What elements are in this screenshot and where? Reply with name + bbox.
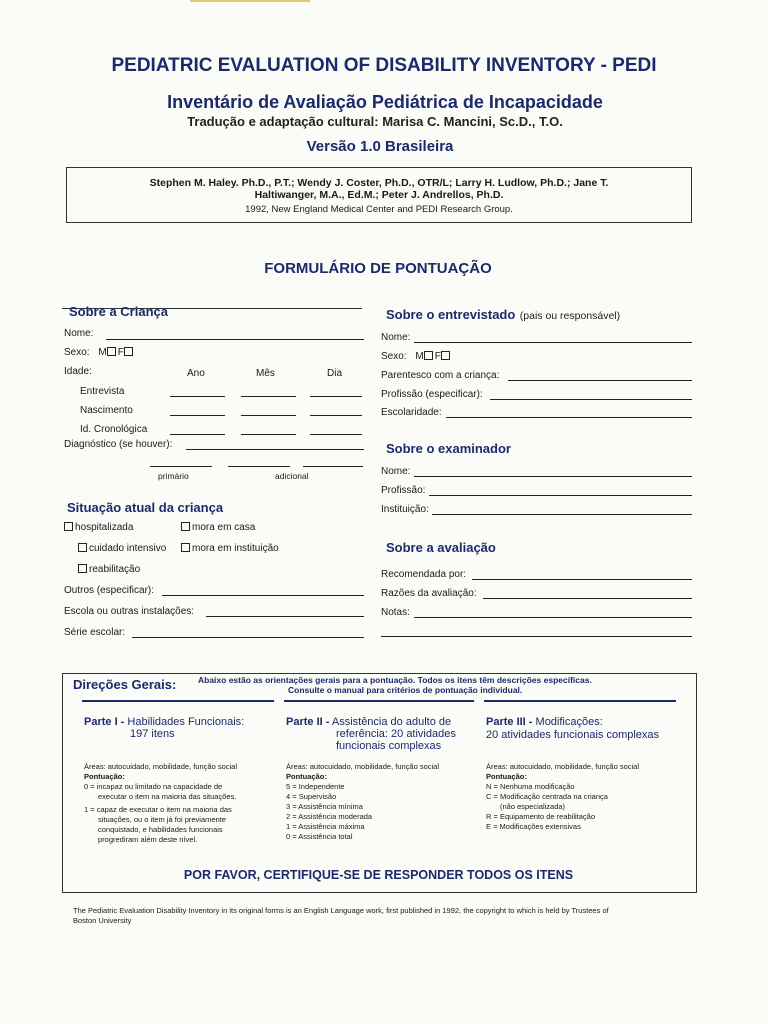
notes-field[interactable] xyxy=(414,617,692,618)
part3-rule xyxy=(484,700,676,702)
row-chrono: Id. Cronológica xyxy=(80,424,148,435)
authors-line1: Stephen M. Haley. Ph.D., P.T.; Wendy J. Coster, Ph.D., OTR/L; Larry H. Ludlow, Ph.D.; Jane T. xyxy=(149,177,609,189)
examiner-institution-label: Instituição: xyxy=(381,504,429,515)
translation-credit: Tradução e adaptação cultural: Marisa C. Mancini, Sc.D., T.O. xyxy=(187,114,563,129)
notes-field-2[interactable] xyxy=(381,636,692,637)
grade-label: Série escolar: xyxy=(64,627,126,638)
interviewee-sex-label: Sexo: xyxy=(381,351,407,362)
opt-institution xyxy=(181,543,279,554)
part1-s1c: conquistado, e habilidades funcionais xyxy=(98,825,223,834)
part3-body xyxy=(486,762,686,832)
interview-year-field[interactable] xyxy=(170,396,225,397)
part1 xyxy=(84,716,279,740)
birth-day-field[interactable] xyxy=(310,415,362,416)
part2-scoring: Pontuação: xyxy=(286,772,327,781)
part2-title2: referência: 20 atividades xyxy=(336,728,456,740)
version: Versão 1.0 Brasileira xyxy=(306,138,454,155)
part2-s0: 0 = Assistência total xyxy=(286,832,353,841)
col-year: Ano xyxy=(187,368,205,379)
school-field[interactable] xyxy=(206,616,364,617)
part1-s1b: situações, ou o item já foi previamente xyxy=(98,815,226,824)
interviewee-sex-m: M xyxy=(415,351,424,362)
diagnosis-label: Diagnóstico (se houver): xyxy=(64,439,173,450)
part2-s1: 1 = Assistência máxima xyxy=(286,822,365,831)
child-sex xyxy=(64,347,135,358)
diagnosis-field[interactable] xyxy=(186,449,364,450)
additional-diagnosis-field[interactable] xyxy=(228,466,290,467)
part2-label: Parte II - xyxy=(286,716,330,728)
copyright-footer-line2: Boston University xyxy=(73,916,132,925)
title-pt: Inventário de Avaliação Pediátrica de Incapacidade xyxy=(167,92,603,112)
extra-diagnosis-field[interactable] xyxy=(303,466,363,467)
birth-month-field[interactable] xyxy=(241,415,296,416)
home-label: mora em casa xyxy=(192,522,256,533)
opt-home xyxy=(181,522,255,533)
authors-box xyxy=(66,167,692,223)
institution-label: mora em instituição xyxy=(192,543,279,554)
part1-s1a: 1 = capaz de executar o item na maioria das xyxy=(84,805,232,814)
part1-s0a: 0 = incapaz ou limitado na capacidade de xyxy=(84,782,223,791)
additional-label: adicional xyxy=(275,471,309,481)
primary-diagnosis-field[interactable] xyxy=(150,466,212,467)
interviewee-heading: Sobre o entrevistado xyxy=(386,307,516,322)
part2-body xyxy=(286,762,476,842)
interviewee-profession-label: Profissão (especificar): xyxy=(381,389,483,400)
examiner-heading: Sobre o examinador xyxy=(386,441,511,456)
part1-label: Parte I - xyxy=(84,716,125,728)
row-interview: Entrevista xyxy=(80,386,125,397)
part3-c: C = Modificação centrada na criança xyxy=(486,792,608,801)
examiner-profession-field[interactable] xyxy=(429,495,692,496)
relation-label: Parentesco com a criança: xyxy=(381,370,500,381)
form-title: FORMULÁRIO DE PONTUAÇÃO xyxy=(264,260,492,277)
child-name-field[interactable] xyxy=(106,339,364,340)
opt-rehab xyxy=(78,564,140,575)
reasons-label: Razões da avaliação: xyxy=(381,588,477,599)
interviewee-sex xyxy=(381,351,452,362)
intensive-checkbox[interactable] xyxy=(78,543,87,552)
copyright-line: 1992, New England Medical Center and PEDI Research Group. xyxy=(245,204,513,215)
interviewee-profession-field[interactable] xyxy=(490,399,692,400)
situation-heading: Situação atual da criança xyxy=(67,500,224,515)
copyright-footer xyxy=(73,906,703,926)
examiner-name-label: Nome: xyxy=(381,466,411,477)
hospitalized-label: hospitalizada xyxy=(75,522,134,533)
child-sex-f-checkbox[interactable] xyxy=(124,347,133,356)
child-sex-label: Sexo: xyxy=(64,347,90,358)
part1-body xyxy=(84,762,279,845)
part2-s5: 5 = Independente xyxy=(286,782,345,791)
part2-s2: 2 = Assistência moderada xyxy=(286,812,373,821)
chrono-day-field[interactable] xyxy=(310,434,362,435)
part2 xyxy=(286,716,476,752)
directions-note1: Abaixo estão as orientações gerais para a pontuação. Todos os itens têm descrições específicas. xyxy=(198,675,592,685)
chrono-year-field[interactable] xyxy=(170,434,225,435)
recommended-field[interactable] xyxy=(472,579,692,580)
hospitalized-checkbox[interactable] xyxy=(64,522,73,531)
interviewee-name-field[interactable] xyxy=(414,342,692,343)
interviewee-name-label: Nome: xyxy=(381,332,411,343)
title-en: PEDIATRIC EVALUATION OF DISABILITY INVENTORY - PEDI xyxy=(111,55,657,76)
directions-heading: Direções Gerais: xyxy=(73,677,177,692)
primary-label: primário xyxy=(158,471,189,481)
col-day: Dia xyxy=(327,368,343,379)
part1-scoring: Pontuação: xyxy=(84,772,125,781)
part3-r: R = Equipamento de reabilitação xyxy=(486,812,596,821)
part1-title2: 197 itens xyxy=(130,728,175,740)
part1-s0b: executar o item na maioria das situações. xyxy=(98,792,237,801)
part2-areas: Áreas: autocuidado, mobilidade, função social xyxy=(286,762,440,771)
opt-hospitalized xyxy=(64,522,133,533)
part2-title3: funcionais complexas xyxy=(336,740,442,752)
others-label: Outros (especificar): xyxy=(64,585,155,596)
birth-year-field[interactable] xyxy=(170,415,225,416)
evaluation-heading: Sobre a avaliação xyxy=(386,540,496,555)
opt-intensive xyxy=(78,543,166,554)
child-sex-m-checkbox[interactable] xyxy=(107,347,116,356)
notes-label: Notas: xyxy=(381,607,410,618)
directions-footer: POR FAVOR, CERTIFIQUE-SE DE RESPONDER TODOS OS ITENS xyxy=(183,868,574,882)
child-heading: Sobre a Criança xyxy=(69,304,168,319)
part3-scoring: Pontuação: xyxy=(486,772,527,781)
relation-field[interactable] xyxy=(508,380,692,381)
part2-title1: Assistência do adulto de xyxy=(329,716,452,728)
rehab-checkbox[interactable] xyxy=(78,564,87,573)
examiner-name-field[interactable] xyxy=(414,476,692,477)
intensive-label: cuidado intensivo xyxy=(89,543,167,554)
interviewee-heading-row xyxy=(386,306,620,324)
part1-title1: Habilidades Funcionais: xyxy=(124,716,245,728)
col-month: Mês xyxy=(256,368,275,379)
part3-n: N = Nenhuma modificação xyxy=(486,782,575,791)
schooling-field[interactable] xyxy=(446,417,692,418)
schooling-label: Escolaridade: xyxy=(381,407,442,418)
interview-day-field[interactable] xyxy=(310,396,362,397)
interviewee-sex-f-checkbox[interactable] xyxy=(441,351,450,360)
part3-label: Parte III - xyxy=(486,716,533,728)
top-mark xyxy=(190,0,310,2)
part1-s1d: progrediram além deste nível. xyxy=(98,835,198,844)
directions-note2: Consulte o manual para critérios de pontuação individual. xyxy=(288,685,523,695)
age-label: Idade: xyxy=(64,366,92,377)
part1-rule xyxy=(82,700,274,702)
rehab-label: reabilitação xyxy=(89,564,141,575)
part3-areas: Áreas: autocuidado, mobilidade, função social xyxy=(486,762,640,771)
part3 xyxy=(486,716,686,742)
part3-e: E = Modificações extensivas xyxy=(486,822,581,831)
child-sex-m: M xyxy=(98,347,107,358)
interviewee-sex-f: F xyxy=(434,351,441,362)
part1-areas: Áreas: autocuidado, mobilidade, função social xyxy=(84,762,238,771)
part2-rule xyxy=(284,700,474,702)
examiner-institution-field[interactable] xyxy=(432,514,692,515)
recommended-label: Recomendada por: xyxy=(381,569,467,580)
part2-s3: 3 = Assistência mínima xyxy=(286,802,363,811)
others-field[interactable] xyxy=(162,595,364,596)
examiner-profession-label: Profissão: xyxy=(381,485,426,496)
school-label: Escola ou outras instalações: xyxy=(64,606,195,617)
reasons-field[interactable] xyxy=(483,598,692,599)
part2-s4: 4 = Supervisão xyxy=(286,792,337,801)
interviewee-sex-m-checkbox[interactable] xyxy=(424,351,433,360)
child-sex-f: F xyxy=(117,347,124,358)
grade-field[interactable] xyxy=(132,637,364,638)
row-birth: Nascimento xyxy=(80,405,133,416)
part3-c2: (não especializada) xyxy=(500,802,566,811)
copyright-footer-line1: The Pediatric Evaluation Disability Inventory in its original forms is an English Language work, first published in 1992, the copyright to which is held by Trustees of xyxy=(73,906,609,915)
interviewee-heading-note: (pais ou responsável) xyxy=(519,310,621,322)
part3-title2: 20 atividades funcionais complexas xyxy=(486,729,660,741)
interview-month-field[interactable] xyxy=(241,396,296,397)
chrono-month-field[interactable] xyxy=(241,434,296,435)
child-name-label: Nome: xyxy=(64,328,94,339)
authors-line2: Haltiwanger, M.A., Ed.M.; Peter J. Andrellos, Ph.D. xyxy=(254,189,504,201)
part3-title1: Modificações: xyxy=(532,716,603,728)
home-checkbox[interactable] xyxy=(181,522,190,531)
institution-checkbox[interactable] xyxy=(181,543,190,552)
